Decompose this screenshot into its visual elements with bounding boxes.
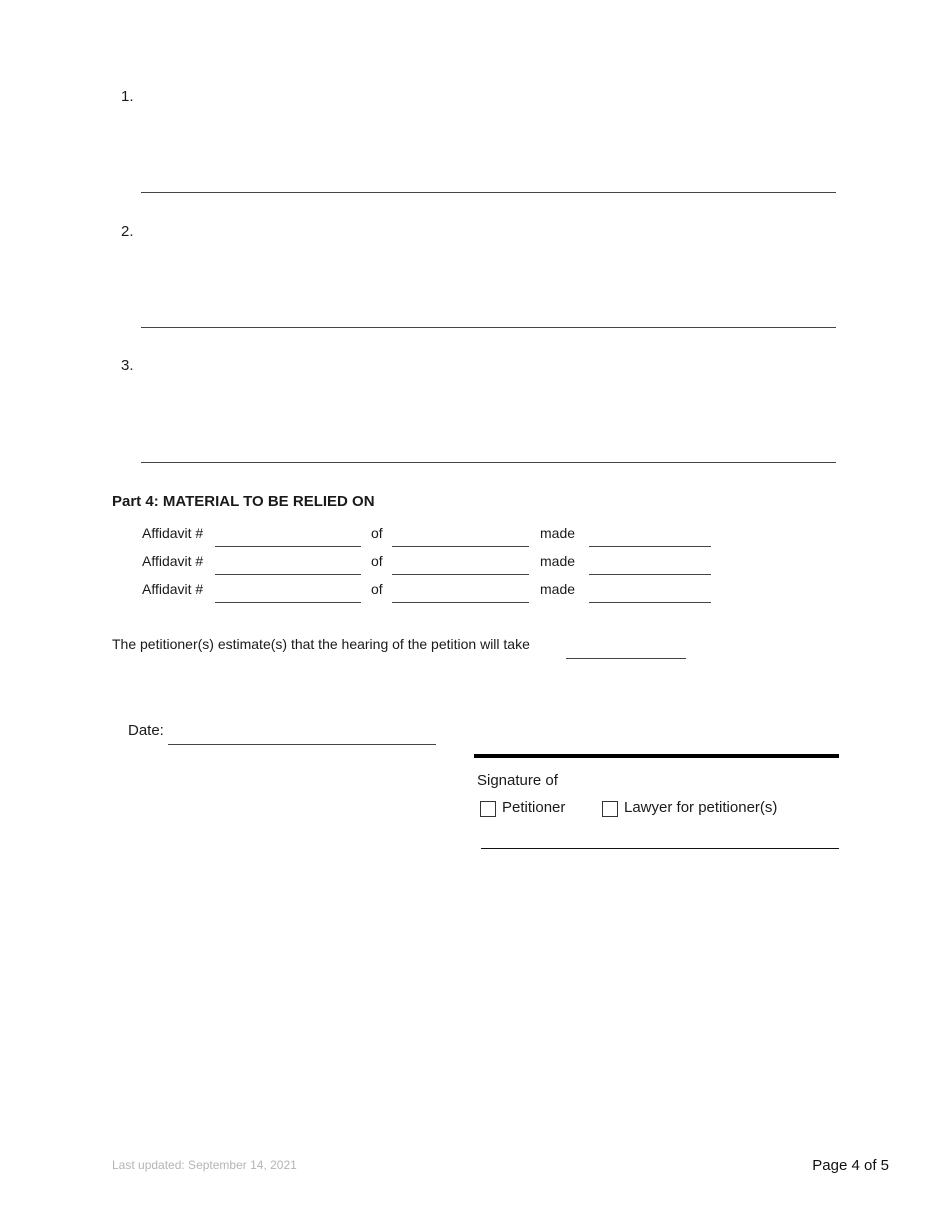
affidavit-deponent-field[interactable] [392, 574, 529, 575]
affidavit-label: Affidavit # [142, 525, 204, 541]
signature-top-rule [474, 754, 839, 758]
affidavit-number-field[interactable] [215, 546, 361, 547]
item-3-answer-line[interactable] [141, 462, 836, 463]
affidavit-made-label: made [540, 581, 576, 597]
affidavit-made-label: made [540, 553, 576, 569]
affidavit-of-label: of [371, 553, 383, 569]
hearing-estimate-field[interactable] [566, 658, 686, 659]
lawyer-checkbox-label: Lawyer for petitioner(s) [624, 799, 778, 816]
part4-title: Part 4: MATERIAL TO BE RELIED ON [112, 493, 375, 510]
affidavit-label: Affidavit # [142, 553, 204, 569]
affidavit-deponent-field[interactable] [392, 546, 529, 547]
item-number-3: 3. [121, 357, 134, 374]
signature-line[interactable] [481, 848, 839, 849]
hearing-estimate-text: The petitioner(s) estimate(s) that the hearing of the petition will take [112, 636, 530, 652]
item-1-answer-line[interactable] [141, 192, 836, 193]
petitioner-checkbox[interactable] [480, 801, 496, 817]
affidavit-of-label: of [371, 581, 383, 597]
affidavit-date-field[interactable] [589, 574, 711, 575]
affidavit-number-field[interactable] [215, 574, 361, 575]
item-number-1: 1. [121, 88, 134, 105]
lawyer-checkbox[interactable] [602, 801, 618, 817]
date-label: Date: [128, 722, 164, 739]
affidavit-of-label: of [371, 525, 383, 541]
date-field[interactable] [168, 744, 436, 745]
affidavit-made-label: made [540, 525, 576, 541]
item-2-answer-line[interactable] [141, 327, 836, 328]
item-number-2: 2. [121, 223, 134, 240]
affidavit-number-field[interactable] [215, 602, 361, 603]
affidavit-label: Affidavit # [142, 581, 204, 597]
petitioner-checkbox-label: Petitioner [502, 799, 566, 816]
affidavit-date-field[interactable] [589, 602, 711, 603]
last-updated-text: Last updated: September 14, 2021 [112, 1158, 297, 1172]
affidavit-date-field[interactable] [589, 546, 711, 547]
page-number: Page 4 of 5 [812, 1157, 889, 1174]
affidavit-deponent-field[interactable] [392, 602, 529, 603]
signature-of-label: Signature of [477, 772, 558, 789]
